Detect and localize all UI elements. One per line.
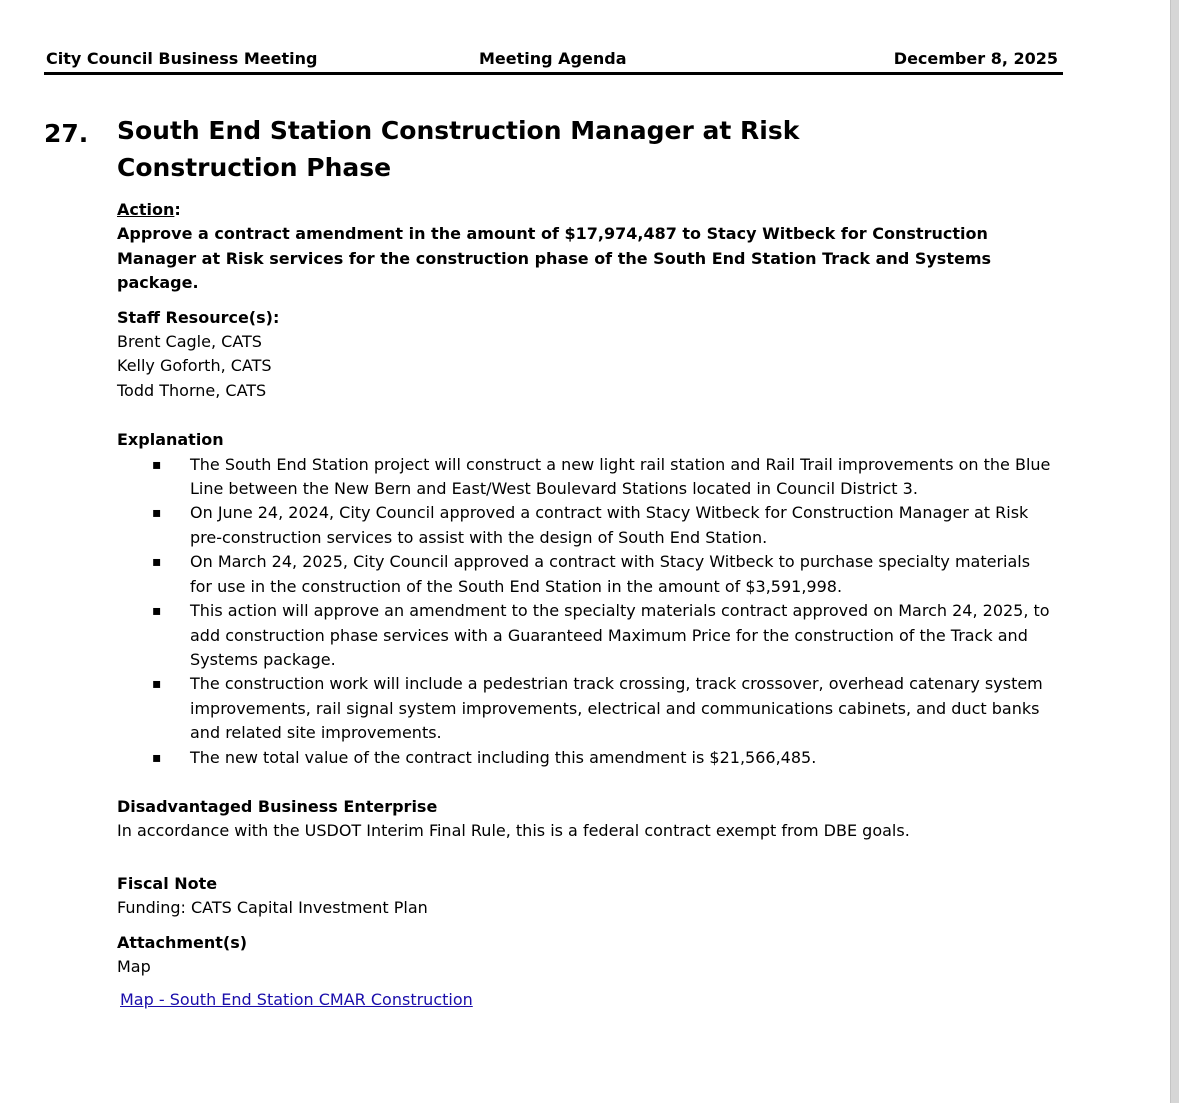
staff-person: Kelly Goforth, CATS	[117, 356, 272, 376]
vertical-scrollbar[interactable]	[1170, 0, 1179, 1103]
document-type: Meeting Agenda	[479, 49, 627, 68]
meeting-date: December 8, 2025	[893, 49, 1058, 68]
fiscal-heading: Fiscal Note	[117, 873, 218, 893]
explanation-list	[117, 453, 1057, 770]
explanation-bullet: ▪ On June 24, 2024, City Council approved a contract with Stacy Witbeck for Construction Manager at Risk pre-construction services to assist with the design of South End Station.	[117, 501, 1057, 550]
dbe-heading: Disadvantaged Business Enterprise	[117, 796, 438, 816]
staff-person: Todd Thorne, CATS	[117, 380, 267, 400]
item-title	[117, 112, 1017, 186]
fiscal-text: Funding: CATS Capital Investment Plan	[117, 898, 428, 918]
attachment-item: Map	[117, 956, 151, 976]
map-attachment-link[interactable]: Map - South End Station CMAR Construction	[120, 990, 473, 1010]
explanation-bullet: ▪ The new total value of the contract including this amendment is $21,566,485.	[117, 746, 1057, 770]
attachments-heading: Attachment(s)	[117, 932, 248, 952]
item-content	[117, 198, 1057, 1013]
explanation-bullet: ▪ On March 24, 2025, City Council approved a contract with Stacy Witbeck to purchase specialty materials for use in the construction of the South End Station in the amount of $3,591,998.	[117, 550, 1057, 599]
item-title-line-2: Construction Phase	[117, 153, 392, 182]
explanation-heading: Explanation	[117, 430, 224, 450]
explanation-bullet: ▪ The construction work will include a pedestrian track crossing, track crossover, overhead catenary system improvements, rail signal system improvements, electrical and communications cabinets, and duct banks and related site improvements.	[117, 672, 1057, 745]
page-header	[44, 48, 1063, 75]
action-colon: :	[174, 200, 181, 219]
meeting-name: City Council Business Meeting	[46, 49, 318, 68]
action-heading	[117, 198, 1057, 222]
explanation-bullet: ▪ The South End Station project will construct a new light rail station and Rail Trail improvements on the Blue Line between the New Bern and East/West Boulevard Stations located in Council District 3.	[117, 453, 1057, 502]
item-number: 27.	[44, 119, 89, 148]
dbe-text: In accordance with the USDOT Interim Final Rule, this is a federal contract exempt from DBE goals.	[117, 821, 910, 841]
action-text: Approve a contract amendment in the amount of $17,974,487 to Stacy Witbeck for Construction Manager at Risk services for the construction phase of the South End Station Track and Systems package.	[117, 224, 992, 293]
action-label: Action	[117, 200, 175, 219]
staff-heading: Staff Resource(s):	[117, 307, 280, 327]
staff-person: Brent Cagle, CATS	[117, 332, 262, 352]
item-title-line-1: South End Station Construction Manager at Risk	[117, 116, 800, 145]
explanation-bullet: ▪ This action will approve an amendment to the specialty materials contract approved on March 24, 2025, to add construction phase services with a Guaranteed Maximum Price for the construction of the Track and Systems package.	[117, 599, 1057, 672]
